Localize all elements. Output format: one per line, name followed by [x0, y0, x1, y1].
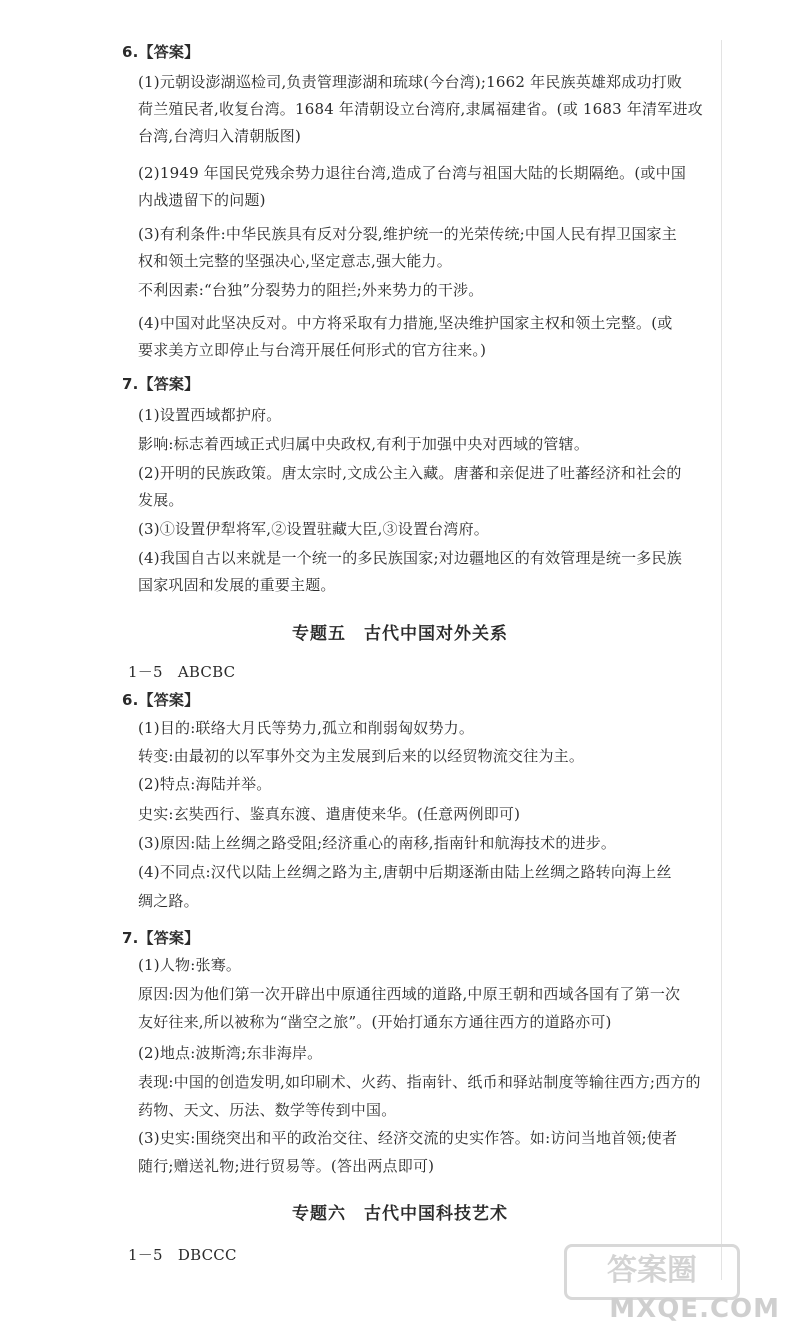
question-6-label: 6.【答案】: [122, 43, 200, 61]
answer-line: (4)不同点:汉代以陆上丝绸之路为主,唐朝中后期逐渐由陆上丝绸之路转向海上丝: [138, 863, 672, 881]
answer-line: 绸之路。: [138, 892, 199, 910]
answer-line: 发展。: [138, 491, 184, 509]
answer-line: (1)设置西域都护府。: [138, 406, 282, 424]
answer-line: (3)有利条件:中华民族具有反对分裂,维护统一的光荣传统;中国人民有捍卫国家主: [138, 225, 677, 243]
page-edge-line: [721, 40, 722, 1280]
question-7-label: 7.【答案】: [122, 375, 200, 393]
answer-line: 不利因素:“台独”分裂势力的阻拦;外来势力的干涉。: [138, 281, 484, 299]
answer-line: 台湾,台湾归入清朝版图): [138, 127, 302, 145]
answer-line: 国家巩固和发展的重要主题。: [138, 576, 336, 594]
answer-line: (4)我国自古以来就是一个统一的多民族国家;对边疆地区的有效管理是统一多民族: [138, 549, 682, 567]
answer-line: 影响:标志着西域正式归属中央政权,有利于加强中央对西域的管辖。: [138, 435, 590, 453]
answer-line: 转变:由最初的以军事外交为主发展到后来的以经贸物流交往为主。: [138, 747, 585, 765]
answer-line: (2)开明的民族政策。唐太宗时,文成公主入藏。唐蕃和亲促进了吐蕃经济和社会的: [138, 464, 682, 482]
answer-line: 友好往来,所以被称为“凿空之旅”。(开始打通东方通往西方的道路亦可): [138, 1013, 612, 1031]
answer-line: 权和领土完整的坚强决心,坚定意志,强大能力。: [138, 252, 452, 270]
answer-line: 表现:中国的创造发明,如印刷术、火药、指南针、纸币和驿站制度等输往西方;西方的: [138, 1073, 701, 1091]
multiple-choice-answers: 1－5 ABCBC: [128, 663, 236, 681]
answer-line: 史实:玄奘西行、鉴真东渡、遣唐使来华。(任意两例即可): [138, 805, 521, 823]
answer-line: (2)特点:海陆并举。: [138, 775, 272, 793]
multiple-choice-answers: 1－5 DBCCC: [128, 1246, 237, 1264]
answer-line: 内战遗留下的问题): [138, 191, 266, 209]
answer-line: 药物、天文、历法、数学等传到中国。: [138, 1101, 397, 1119]
answer-line: 要求美方立即停止与台湾开展任何形式的官方往来。): [138, 341, 487, 359]
answer-line: (3)原因:陆上丝绸之路受阻;经济重心的南移,指南针和航海技术的进步。: [138, 834, 617, 852]
answer-line: (3)史实:围绕突出和平的政治交往、经济交流的史实作答。如:访问当地首领;使者: [138, 1129, 678, 1147]
answer-line: (4)中国对此坚决反对。中方将采取有力措施,坚决维护国家主权和领土完整。(或: [138, 314, 673, 332]
answer-line: (2)地点:波斯湾;东非海岸。: [138, 1044, 323, 1062]
answer-line: (1)元朝设澎湖巡检司,负责管理澎湖和琉球(今台湾);1662 年民族英雄郑成功打败: [138, 73, 683, 91]
watermark-logo: 答案圈: [564, 1244, 740, 1300]
watermark-url: MXQE.COM: [609, 1294, 780, 1324]
answer-line: (1)人物:张骞。: [138, 956, 242, 974]
answer-line: 原因:因为他们第一次开辟出中原通往西域的道路,中原王朝和西域各国有了第一次: [138, 985, 681, 1003]
question-6-label: 6.【答案】: [122, 691, 200, 709]
section-5-title: 专题五 古代中国对外关系: [292, 624, 508, 644]
answer-line: 荷兰殖民者,收复台湾。1684 年清朝设立台湾府,隶属福建省。(或 1683 年清军进攻: [138, 100, 703, 118]
answer-line: (1)目的:联络大月氏等势力,孤立和削弱匈奴势力。: [138, 719, 475, 737]
question-7-label: 7.【答案】: [122, 929, 200, 947]
section-6-title: 专题六 古代中国科技艺术: [292, 1204, 508, 1224]
answer-line: (2)1949 年国民党残余势力退往台湾,造成了台湾与祖国大陆的长期隔绝。(或中国: [138, 164, 687, 182]
answer-line: (3)①设置伊犁将军,②设置驻藏大臣,③设置台湾府。: [138, 520, 489, 538]
site-watermark: [580, 1244, 780, 1324]
answer-line: 随行;赠送礼物;进行贸易等。(答出两点即可): [138, 1157, 435, 1175]
